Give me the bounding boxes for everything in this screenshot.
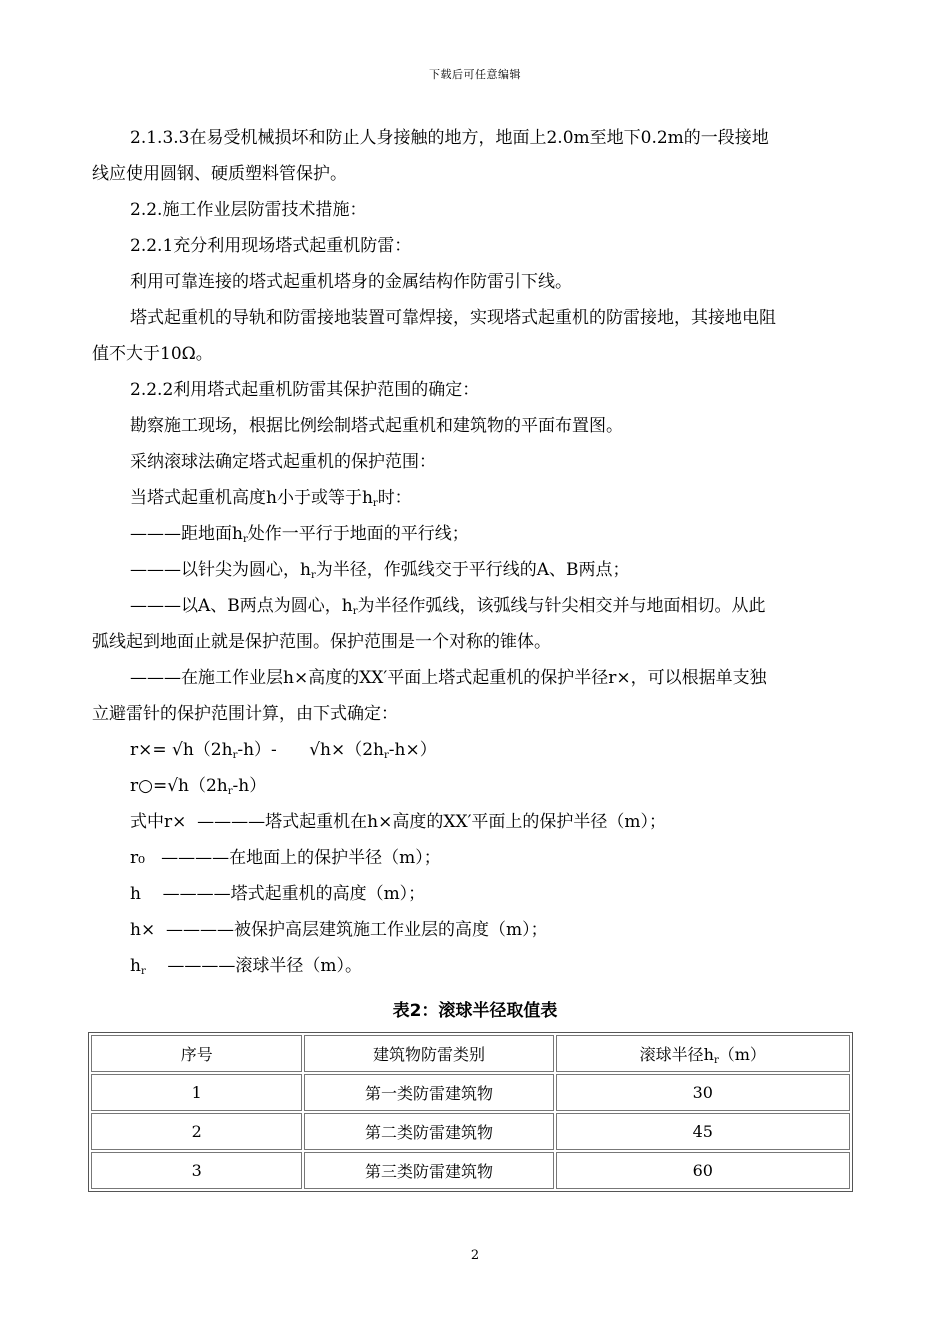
paragraph-line: 塔式起重机的导轨和防雷接地装置可靠焊接，实现塔式起重机的防雷接地，其接地电阻 — [130, 308, 776, 328]
formula-line: $r\times= √h(2h_r-h)-$ $√h\times(2h_r-h\times)$ — [130, 740, 437, 761]
definition-line: h ————塔式起重机的高度（m）； — [130, 884, 426, 904]
definition-line: 式中r× ————塔式起重机在h×高度的XX′平面上的保护半径（m）； — [130, 812, 667, 832]
definition-line: r₀ ————在地面上的保护半径（m）； — [130, 848, 441, 868]
formula-line: $r○=√h(2h_r-h)$ — [130, 776, 267, 797]
subsection-heading: 2.2.1充分利用现场塔式起重机防雷： — [130, 236, 412, 256]
paragraph-line: ———距地面$h_r$处作一平行于地面的平行线； — [130, 524, 469, 545]
table-cell: 1 — [91, 1074, 302, 1111]
table-cell: 3 — [91, 1152, 302, 1189]
paragraph-line: 值不大于10Ω。 — [92, 344, 213, 364]
header-cell-index: 序号 — [91, 1035, 302, 1072]
header-cell-category: 建筑物防雷类别 — [304, 1035, 553, 1072]
table-cell: 第三类防雷建筑物 — [304, 1152, 553, 1189]
table-row — [91, 1074, 850, 1111]
paragraph-line: ———以针尖为圆心，$h_r$为半径，作弧线交于平行线的A、B两点； — [130, 560, 630, 581]
page-header: 下载后可任意编辑 — [429, 68, 521, 81]
paragraph-line: 勘察施工现场，根据比例绘制塔式起重机和建筑物的平面布置图。 — [130, 416, 623, 436]
table-header-row — [91, 1035, 850, 1072]
body-text — [92, 120, 860, 984]
table-title: 表2：滚球半径取值表 — [392, 1001, 558, 1021]
table-row — [91, 1113, 850, 1150]
table-cell: 2 — [91, 1113, 302, 1150]
header-cell-radius: 滚球半径$h_r(m)$ — [556, 1035, 850, 1072]
definition-line: h× ————被保护高层建筑施工作业层的高度（m）； — [130, 920, 548, 940]
paragraph-line: ———以A、B两点为圆心，$h_r$为半径作弧线，该弧线与针尖相交并与地面相切。从此 — [130, 596, 766, 617]
table-cell: 30 — [556, 1074, 850, 1111]
paragraph-line: 采纳滚球法确定塔式起重机的保护范围： — [130, 452, 436, 472]
table-row — [91, 1152, 850, 1189]
paragraph-line: 利用可靠连接的塔式起重机塔身的金属结构作防雷引下线。 — [130, 272, 572, 292]
definition-line: $h_r$ ————滚球半径（m）。 — [130, 956, 362, 977]
paragraph-line: 弧线起到地面止就是保护范围。保护范围是一个对称的锥体。 — [92, 632, 551, 652]
section-heading: 2.2.施工作业层防雷技术措施： — [130, 200, 367, 220]
rolling-sphere-table — [88, 1032, 853, 1192]
subsection-heading: 2.2.2利用塔式起重机防雷其保护范围的确定： — [130, 380, 480, 400]
table-cell: 60 — [556, 1152, 850, 1189]
paragraph-line: 立避雷针的保护范围计算，由下式确定： — [92, 704, 398, 724]
paragraph-line: 当塔式起重机高度h小于或等于$h_r$时： — [130, 488, 412, 509]
paragraph-line: 2.1.3.3在易受机械损坏和防止人身接触的地方，地面上2.0m至地下0.2m的一段接地 — [130, 128, 769, 148]
page-number: 2 — [470, 1248, 480, 1263]
paragraph-line: ———在施工作业层h×高度的XX′平面上塔式起重机的保护半径r×，可以根据单支独 — [130, 668, 767, 688]
table-cell: 45 — [556, 1113, 850, 1150]
table-cell: 第一类防雷建筑物 — [304, 1074, 553, 1111]
paragraph-line: 线应使用圆钢、硬质塑料管保护。 — [92, 164, 347, 184]
table-cell: 第二类防雷建筑物 — [304, 1113, 553, 1150]
